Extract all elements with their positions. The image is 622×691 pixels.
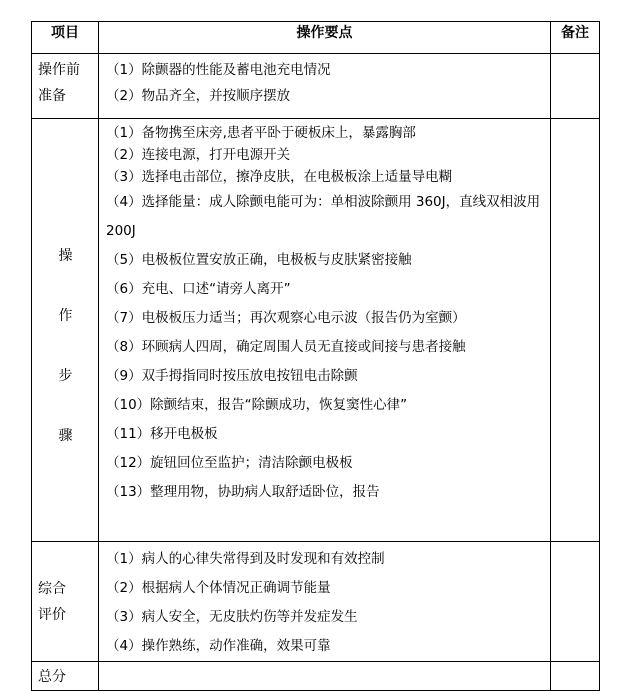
- step-item: （13）整理用物，协助病人取舒适卧位，报告: [106, 484, 380, 500]
- eval-note-cell: [551, 542, 600, 662]
- step-item: （11）移开电极板: [106, 426, 218, 442]
- total-note-cell: [551, 662, 600, 691]
- steps-row: [32, 119, 600, 542]
- step-item: （2）连接电源，打开电源开关: [106, 147, 291, 163]
- prep-note-cell: [551, 54, 600, 119]
- prep-label-cell: [32, 54, 99, 119]
- steps-label-char: 步: [58, 368, 73, 384]
- prep-points-cell: [99, 54, 551, 119]
- header-points: 操作要点: [99, 22, 551, 54]
- eval-item: （3）病人安全，无皮肤灼伤等并发症发生: [106, 609, 358, 625]
- prep-label-line1: 操作前: [38, 62, 80, 78]
- steps-label-char: 骤: [58, 428, 73, 444]
- eval-item: （1）病人的心律失常得到及时发现和有效控制: [106, 551, 385, 567]
- operation-table-container: [31, 21, 599, 691]
- step-item: （10）除颤结束，报告“除颤成功，恢复窦性心律”: [106, 397, 408, 413]
- total-points-cell: [99, 662, 551, 691]
- step-item: （9）双手拇指同时按压放电按钮电击除颤: [106, 368, 358, 384]
- eval-item: （4）操作熟练，动作准确，效果可靠: [106, 638, 331, 654]
- total-row: [32, 662, 600, 691]
- steps-label-char: 操: [58, 248, 73, 264]
- eval-label-line2: 评价: [38, 606, 66, 623]
- step-item: （7）电极板压力适当；再次观察心电示波（报告仍为室颤）: [106, 310, 466, 326]
- step-item: （1）备物携至床旁,患者平卧于硬板床上，暴露胸部: [106, 125, 416, 141]
- step-item: （5）电极板位置安放正确，电极板与皮肤紧密接触: [106, 252, 412, 268]
- steps-label-cell: [32, 119, 99, 542]
- step-item: （3）选择电击部位，擦净皮肤，在电极板涂上适量导电糊: [106, 169, 453, 185]
- total-label-cell: 总分: [32, 662, 99, 691]
- prep-item: （1）除颤器的性能及蓄电池充电情况: [106, 62, 331, 78]
- steps-points-cell: [99, 119, 551, 542]
- eval-label-cell: [32, 542, 99, 662]
- step-item: （6）充电、口述“请旁人离开”: [106, 281, 291, 297]
- eval-label-line1: 综合: [38, 580, 66, 597]
- defibrillation-operation-table: [31, 21, 600, 691]
- table-header-row: [32, 22, 600, 54]
- eval-points-cell: [99, 542, 551, 662]
- prep-row: [32, 54, 600, 119]
- step-item: （12）旋钮回位至监护；清洁除颤电极板: [106, 455, 353, 471]
- step-item: （8）环顾病人四周，确定周围人员无直接或间接与患者接触: [106, 339, 466, 355]
- step-item: （4）选择能量：成人除颤电能可为：单相波除颤用 360J，直线双相波用 200J: [106, 194, 541, 239]
- prep-item: （2）物品齐全，并按顺序摆放: [106, 88, 291, 104]
- eval-item: （2）根据病人个体情况正确调节能量: [106, 580, 331, 596]
- prep-label-line2: 准备: [38, 88, 66, 104]
- header-note: 备注: [551, 22, 600, 54]
- eval-row: [32, 542, 600, 662]
- steps-label-char: 作: [58, 308, 73, 324]
- header-item: 项目: [32, 22, 99, 54]
- steps-note-cell: [551, 119, 600, 542]
